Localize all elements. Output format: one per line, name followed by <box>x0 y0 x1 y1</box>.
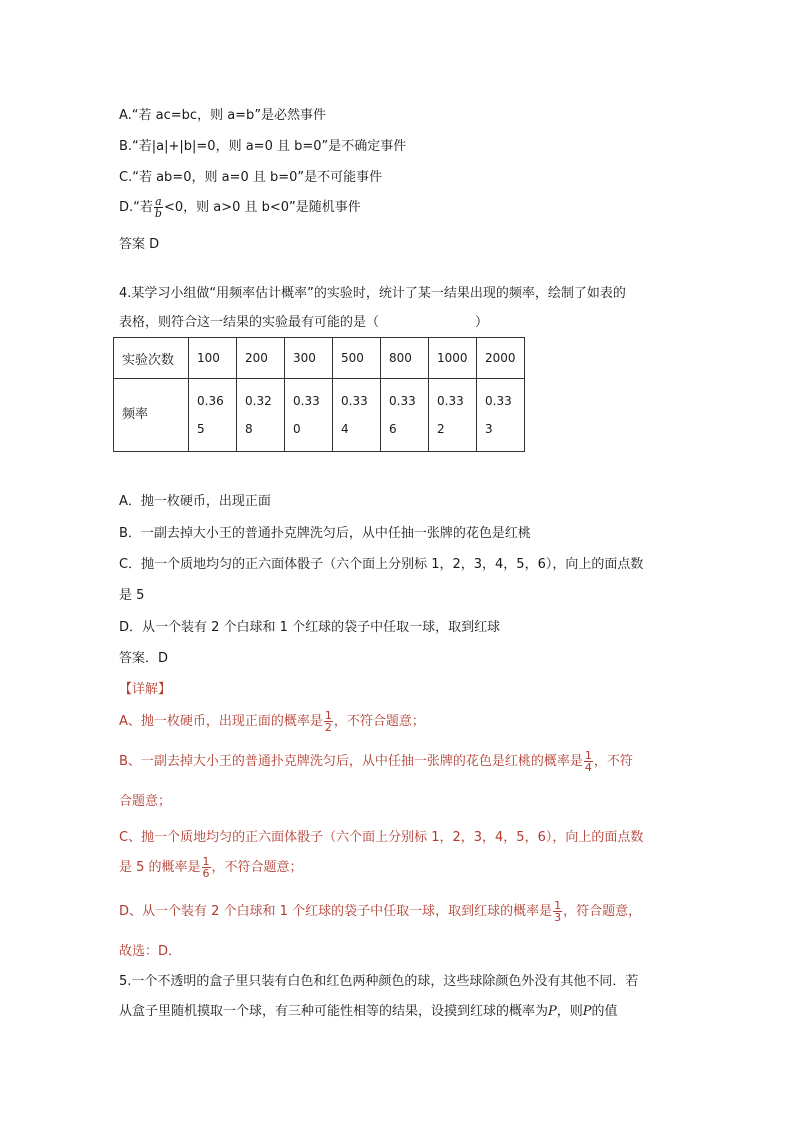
table-header-trials: 实验次数 <box>114 338 189 379</box>
q4-stem-line-1: 4.某学习小组做“用频率估计概率”的实验时，统计了某一结果出现的频率，绘制了如表的 <box>119 286 626 301</box>
q4-stem-line-2-prefix: 表格，则符合这一结果的实验最有可能的是（ <box>119 315 380 330</box>
explanation-a <box>119 710 425 733</box>
fraction-a-over-b <box>154 196 163 219</box>
explanation-c-suffix: ，不符合题意； <box>211 860 303 875</box>
cell-line-bottom: 0 <box>293 422 301 436</box>
table-cell <box>189 379 237 452</box>
table-cell <box>429 379 477 452</box>
fraction-numerator: 1 <box>324 709 332 722</box>
cell-line-bottom: 2 <box>437 422 445 436</box>
table-cell: 500 <box>333 338 381 379</box>
table-cell <box>477 379 525 452</box>
explanation-c-prefix: 是 5 的概率是 <box>119 860 201 875</box>
explanation-a-suffix: ，不符合题意； <box>333 714 425 729</box>
table-cell <box>333 379 381 452</box>
variable-p: P <box>582 1004 592 1019</box>
fraction-one-quarter <box>584 750 593 773</box>
explanation-a-prefix: A、抛一枚硬币，出现正面的概率是 <box>119 714 323 729</box>
q4-option-b: B．一副去掉大小王的普通扑克牌洗匀后，从中任抽一张牌的花色是红桃 <box>119 526 531 541</box>
cell-line-top: 0.33 <box>341 394 368 408</box>
q5-stem-line-2-middle: ，则 <box>556 1004 583 1019</box>
table-cell <box>237 379 285 452</box>
table-row-trials <box>114 338 525 379</box>
fraction-denominator: 3 <box>554 911 562 924</box>
explanation-c-line-2 <box>119 856 303 879</box>
q3-option-d <box>119 196 361 219</box>
table-cell: 300 <box>285 338 333 379</box>
fraction-denominator: 6 <box>202 867 210 880</box>
q5-stem-line-2-suffix: 的值 <box>591 1004 618 1019</box>
table-cell: 2000 <box>477 338 525 379</box>
table-cell <box>285 379 333 452</box>
detail-title: 【详解】 <box>119 682 172 697</box>
explanation-d-prefix: D、从一个装有 2 个白球和 1 个红球的袋子中任取一球，取到红球的概率是 <box>119 904 553 919</box>
q3-option-d-prefix: D.“若 <box>119 200 153 215</box>
explanation-d <box>119 900 641 923</box>
q4-stem-line-2 <box>119 311 488 330</box>
q3-option-a: A.“若 ac=bc，则 a=b”是必然事件 <box>119 108 327 123</box>
table-cell: 200 <box>237 338 285 379</box>
fraction-one-third <box>553 900 562 923</box>
cell-line-bottom: 4 <box>341 422 349 436</box>
table-cell <box>381 379 429 452</box>
fraction-numerator: 1 <box>584 749 592 762</box>
q4-option-c-line-2: 是 5 <box>119 588 145 603</box>
cell-line-top: 0.33 <box>437 394 464 408</box>
cell-line-bottom: 3 <box>485 422 493 436</box>
q4-option-a: A．抛一枚硬币，出现正面 <box>119 494 271 509</box>
cell-line-top: 0.32 <box>245 394 272 408</box>
q3-answer: 答案 D <box>119 237 160 252</box>
fraction-denominator: 4 <box>584 761 592 774</box>
explanation-b <box>119 750 633 773</box>
q5-stem-line-2-prefix: 从盒子里随机摸取一个球，有三种可能性相等的结果，设摸到红球的概率为 <box>119 1004 549 1019</box>
q3-option-c: C.“若 ab=0，则 a=0 且 b=0”是不可能事件 <box>119 170 383 185</box>
table-cell: 800 <box>381 338 429 379</box>
explanation-b-suffix: ，不符 <box>593 754 633 769</box>
cell-line-top: 0.36 <box>197 394 224 408</box>
cell-line-top: 0.33 <box>293 394 320 408</box>
fraction-numerator: 1 <box>554 899 562 912</box>
q3-option-d-suffix: <0，则 a>0 且 b<0”是随机事件 <box>163 200 361 215</box>
q5-stem-line-2 <box>119 1000 618 1019</box>
variable-p: P <box>548 1004 557 1019</box>
explanation-c-line-1: C、抛一个质地均匀的正六面体骰子（六个面上分别标 1，2，3，4，5，6），向上的面点数 <box>119 830 644 845</box>
fraction-numerator: 1 <box>202 855 210 868</box>
table-row-frequency <box>114 379 525 452</box>
frequency-table <box>113 337 525 452</box>
cell-line-bottom: 5 <box>197 422 205 436</box>
table-cell: 100 <box>189 338 237 379</box>
q4-answer: 答案．D <box>119 651 169 666</box>
fraction-denominator: 2 <box>324 721 332 734</box>
fraction-one-sixth <box>202 856 211 879</box>
explanation-b-prefix: B、一副去掉大小王的普通扑克牌洗匀后，从中任抽一张牌的花色是红桃的概率是 <box>119 754 583 769</box>
table-header-frequency: 频率 <box>114 379 189 452</box>
explanation-d-suffix: ，符合题意， <box>563 904 642 919</box>
conclusion: 故选：D． <box>119 944 182 959</box>
cell-line-bottom: 8 <box>245 422 253 436</box>
q4-option-c-line-1: C．抛一个质地均匀的正六面体骰子（六个面上分别标 1，2，3，4，5，6），向上的面点数 <box>119 557 644 572</box>
fraction-one-half <box>324 710 333 733</box>
explanation-b-line-2: 合题意； <box>119 794 172 809</box>
fraction-numerator: a <box>155 195 162 208</box>
q4-stem-line-2-suffix: ） <box>475 315 489 330</box>
cell-line-top: 0.33 <box>389 394 416 408</box>
fraction-denominator: b <box>154 207 162 220</box>
q3-option-b: B.“若|a|+|b|=0，则 a=0 且 b=0”是不确定事件 <box>119 139 407 154</box>
cell-line-bottom: 6 <box>389 422 397 436</box>
cell-line-top: 0.33 <box>485 394 512 408</box>
table-cell: 1000 <box>429 338 477 379</box>
q4-option-d: D．从一个装有 2 个白球和 1 个红球的袋子中任取一球，取到红球 <box>119 620 501 635</box>
q5-stem-line-1: 5.一个不透明的盒子里只装有白色和红色两种颜色的球，这些球除颜色外没有其他不同．若 <box>119 974 639 989</box>
